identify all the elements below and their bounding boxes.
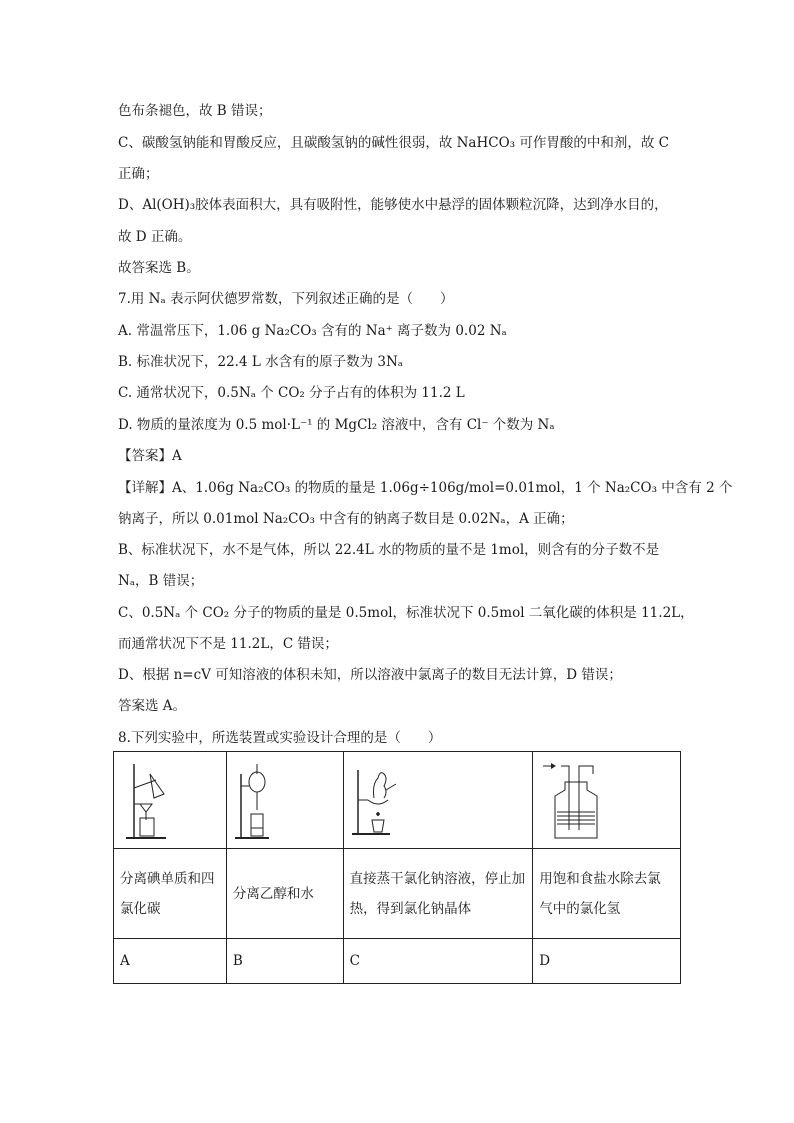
option-label-c: C [343,939,533,984]
description-c: 直接蒸干氯化钠溶液，停止加 热，得到氯化钠晶体 [343,849,533,939]
text-line-2: C、碳酸氢钠能和胃酸反应，且碳酸氢钠的碱性很弱，故 NaHCO₃ 可作胃酸的中和剂，故 C [118,135,669,151]
explanation-line-6: 而通常状况下不是 11.2L，C 错误； [118,636,338,652]
text-line-4: D、Al(OH)₃胶体表面积大，具有吸附性，能够使水中悬浮的固体颗粒沉降，达到净水目的， [118,197,668,213]
question-7-option-c: C. 通常状况下，0.5Nₐ 个 CO₂ 分子占有的体积为 11.2 L [118,385,465,401]
answer-label: 【答案】A [118,448,182,464]
question-7-option-b: B. 标准状况下，22.4 L 水含有的原子数为 3Nₐ [118,354,404,370]
description-b: 分离乙醇和水 [226,849,343,939]
option-label-d: D [533,939,681,984]
question-8-stem: 8.下列实验中，所选装置或实验设计合理的是（ ） [118,730,442,746]
evaporation-apparatus-icon [350,760,400,840]
description-d: 用饱和食盐水除去氯 气中的氯化氢 [533,849,681,939]
question-7-option-a: A. 常温常压下，1.06 g Na₂CO₃ 含有的 Na⁺ 离子数为 0.02 Nₐ [118,323,507,339]
table-row [114,849,681,939]
experiment-table [113,751,681,984]
text-line-3: 正确； [118,166,159,182]
answer-conclusion: 答案选 A。 [118,698,187,714]
explanation-line-1: 【详解】A、1.06g Na₂CO₃ 的物质的量是 1.06g÷106g/mol=0.01mol，1 个 Na₂CO₃ 中含有 2 个 [118,480,733,496]
filtration-apparatus-icon [120,760,180,840]
gas-washing-bottle-icon [539,760,609,840]
text-line-6: 故答案选 B。 [118,260,200,276]
apparatus-c-cell [343,752,533,849]
text-line-5: 故 D 正确。 [118,229,192,245]
separatory-funnel-apparatus-icon [233,760,273,840]
apparatus-d-cell [533,752,681,849]
explanation-line-2: 钠离子，所以 0.01mol Na₂CO₃ 中含有的钠离子数目是 0.02Nₐ，A 正确； [118,511,574,527]
question-7-option-d: D. 物质的量浓度为 0.5 mol·L⁻¹ 的 MgCl₂ 溶液中，含有 Cl⁻ 个数为 Nₐ [118,417,555,433]
explanation-line-3: B、标准状况下，水不是气体，所以 22.4L 水的物质的量不是 1mol，则含有的分子数不是 [118,542,660,558]
explanation-line-4: Nₐ，B 错误； [118,573,204,589]
table-row [114,752,681,849]
apparatus-b-cell [226,752,343,849]
description-a: 分离碘单质和四 氯化碳 [114,849,227,939]
explanation-line-7: D、根据 n=cV 可知溶液的体积未知，所以溶液中氯离子的数目无法计算，D 错误； [118,667,622,683]
apparatus-a-cell [114,752,227,849]
explanation-line-5: C、0.5Nₐ 个 CO₂ 分子的物质的量是 0.5mol，标准状况下 0.5mol 二氧化碳的体积是 11.2L， [118,605,694,621]
table-row [114,939,681,984]
option-label-a: A [114,939,227,984]
text-line-1: 色布条褪色，故 B 错误； [118,103,272,119]
option-label-b: B [226,939,343,984]
question-7-stem: 7.用 Nₐ 表示阿伏德罗常数，下列叙述正确的是（ ） [118,291,454,307]
